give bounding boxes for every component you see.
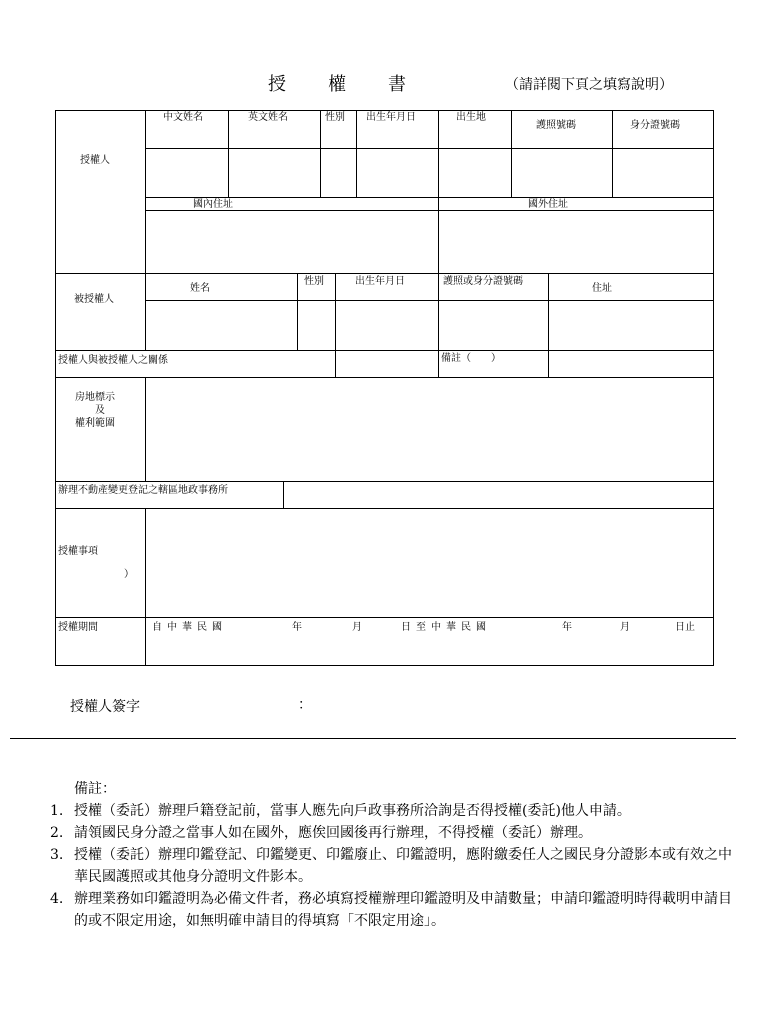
col-sex: 性別 [325, 112, 345, 123]
note-item [48, 888, 738, 932]
note-text: 授權（委託）辦理印鑑登記、印鑑變更、印鑑廢止、印鑑證明，應附繳委任人之國民身分證影本或有效之中華民國護照或其他身分證明文件影本。 [74, 847, 732, 885]
note-number: 2. [50, 825, 64, 841]
period-to-label: 日至中華民國 [401, 622, 491, 633]
note-item [48, 800, 738, 822]
remark-label: 備註（ ） [441, 353, 501, 364]
period-year-1: 年 [292, 622, 302, 633]
note-item [48, 822, 738, 844]
property-label-3: 權利範圍 [75, 418, 115, 429]
grantee-col-address: 住址 [592, 283, 612, 294]
matters-paren: ） [124, 569, 134, 580]
grantor-label: 授權人 [80, 155, 110, 166]
property-label-2: 及 [95, 405, 105, 416]
col-birthdate: 出生年月日 [366, 112, 416, 123]
col-birthplace: 出生地 [456, 112, 486, 123]
period-end-label: 日止 [675, 622, 695, 633]
matters-label: 授權事項 [58, 546, 98, 557]
period-from-label: 自中華民國 [152, 622, 227, 633]
notes-title: 備註： [74, 781, 116, 797]
grantee-col-sex: 性別 [304, 276, 324, 287]
note-number: 3. [50, 847, 64, 863]
note-text: 辦理業務如印鑑證明為必備文件者，務必填寫授權辦理印鑑證明及申請數量；申請印鑑證明時得載明申請目的或不限定用途，如無明確申請目的得填寫「不限定用途」。 [74, 891, 732, 929]
period-month-1: 月 [352, 622, 362, 633]
form-subtitle: （請詳閱下頁之填寫說明） [505, 77, 673, 93]
notes-section [48, 778, 738, 932]
col-chinese-name: 中文姓名 [163, 112, 203, 123]
land-office-label: 辦理不動產變更登記之轄區地政事務所 [58, 485, 228, 496]
grantee-col-id: 護照或身分證號碼 [443, 276, 523, 287]
signature-colon: ： [298, 697, 312, 713]
period-month-2: 月 [620, 622, 630, 633]
period-label: 授權期間 [58, 622, 98, 633]
note-number: 4. [50, 891, 64, 907]
col-id-no: 身分證號碼 [630, 120, 680, 131]
grantee-col-birthdate: 出生年月日 [355, 276, 405, 287]
foreign-address-label: 國外住址 [528, 199, 568, 210]
property-label-1: 房地標示 [75, 392, 115, 403]
note-text: 請領國民身分證之當事人如在國外，應俟回國後再行辦理，不得授權（委託）辦理。 [74, 825, 592, 841]
grantee-col-name: 姓名 [190, 283, 210, 294]
grantee-label: 被授權人 [74, 294, 114, 305]
signature-label: 授權人簽字 [70, 699, 140, 715]
note-item [48, 844, 738, 888]
section-divider [10, 738, 736, 739]
col-passport-no: 護照號碼 [536, 120, 576, 131]
note-text: 授權（委託）辦理戶籍登記前，當事人應先向戶政事務所洽詢是否得授權(委託)他人申請。 [74, 803, 631, 819]
note-number: 1. [50, 803, 64, 819]
form-title: 授權書 [268, 74, 448, 95]
relation-label: 授權人與被授權人之關係 [58, 355, 168, 366]
col-english-name: 英文姓名 [248, 112, 288, 123]
domestic-address-label: 國內住址 [193, 199, 233, 210]
period-year-2: 年 [562, 622, 572, 633]
